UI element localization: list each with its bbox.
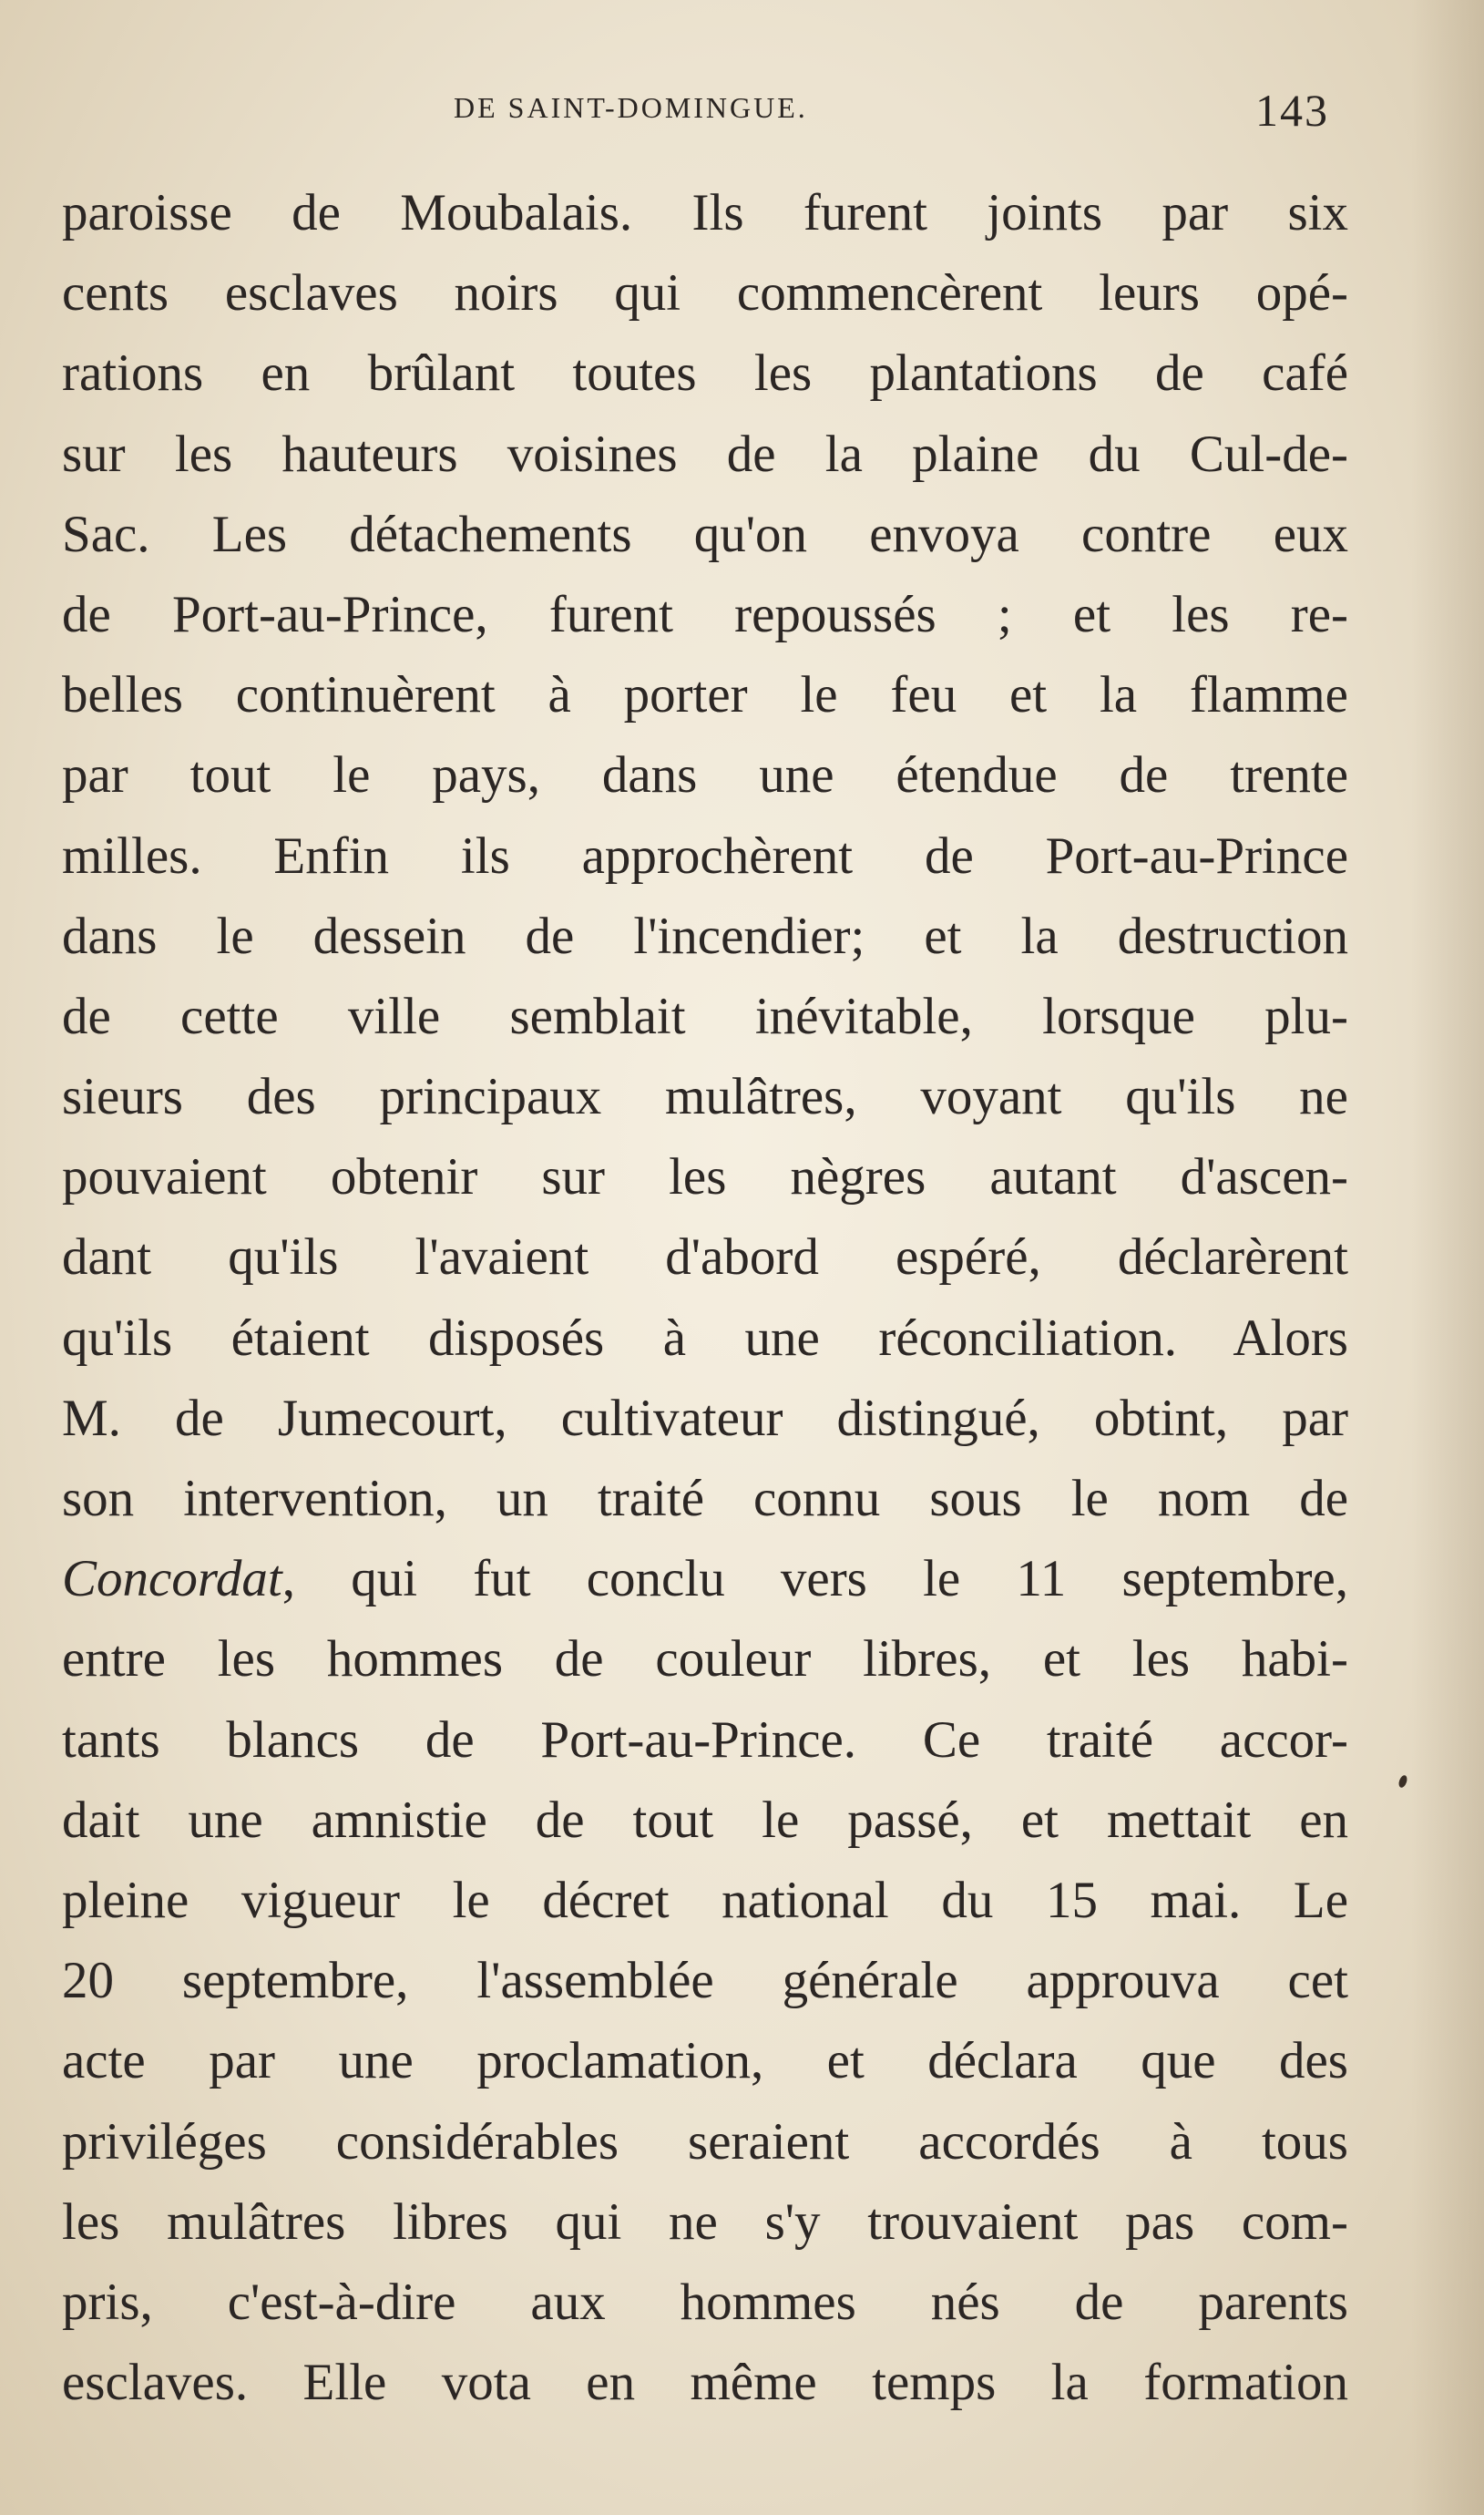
page-number: 143 <box>1255 85 1329 136</box>
text-line: sieurs des principaux mulâtres, voyant qu'ils ne <box>62 1068 1348 1126</box>
text-line: Sac. Les détachements qu'on envoya contre eux <box>62 505 1348 563</box>
body-text <box>62 173 1348 2423</box>
text-line: M. de Jumecourt, cultivateur distingué, obtint, par <box>62 1389 1348 1447</box>
text-line: acte par une proclamation, et déclara que des <box>62 2032 1348 2090</box>
text-line: milles. Enfin ils approchèrent de Port-au-Prince <box>62 826 1348 885</box>
text-line: de Port-au-Prince, furent repoussés ; et les re- <box>62 585 1348 643</box>
text-line: belles continuèrent à porter le feu et la flamme <box>62 666 1348 724</box>
text-line: par tout le pays, dans une étendue de trente <box>62 746 1348 805</box>
text-line: de cette ville semblait inévitable, lorsque plu- <box>62 987 1348 1045</box>
concordat-rest: , qui fut conclu vers le 11 septembre, <box>281 1550 1348 1608</box>
text-line: dant qu'ils l'avaient d'abord espéré, déclarèrent <box>62 1228 1348 1287</box>
text-line: dait une amnistie de tout le passé, et mettait en <box>62 1791 1348 1849</box>
text-line-concordat <box>62 1539 1348 1619</box>
text-line: 20 septembre, l'assemblée générale approuva cet <box>62 1952 1348 2010</box>
text-line: qu'ils étaient disposés à une réconciliation. Alors <box>62 1309 1348 1367</box>
text-line: pleine vigueur le décret national du 15 mai. Le <box>62 1871 1348 1929</box>
text-line: les mulâtres libres qui ne s'y trouvaient pas com- <box>62 2192 1348 2251</box>
text-line: paroisse de Moubalais. Ils furent joints par six <box>62 184 1348 241</box>
text-line: son intervention, un traité connu sous le nom de <box>62 1470 1348 1527</box>
text-line: priviléges considérables seraient accordés à tous <box>62 2112 1348 2171</box>
running-head <box>0 84 1484 139</box>
running-head-title: DE SAINT-DOMINGUE. <box>454 91 808 124</box>
page-edge-shadow <box>1411 0 1484 2515</box>
text-line: dans le dessein de l'incendier; et la destruction <box>62 907 1348 965</box>
text-line: esclaves. Elle vota en même temps la formation <box>62 2354 1348 2412</box>
ink-speck <box>1397 1774 1408 1789</box>
text-line: pouvaient obtenir sur les nègres autant d'ascen- <box>62 1148 1348 1206</box>
text-line: tants blancs de Port-au-Prince. Ce traité accor- <box>62 1710 1348 1769</box>
concordat-italic: Concordat <box>62 1550 282 1608</box>
text-line: sur les hauteurs voisines de la plaine du Cul-de- <box>62 425 1348 483</box>
text-line: cents esclaves noirs qui commencèrent leurs opé- <box>62 264 1348 323</box>
text-line: entre les hommes de couleur libres, et les habi- <box>62 1630 1348 1689</box>
text-line: rations en brûlant toutes les plantations de café <box>62 344 1348 403</box>
text-line: pris, c'est-à-dire aux hommes nés de parents <box>62 2273 1348 2331</box>
